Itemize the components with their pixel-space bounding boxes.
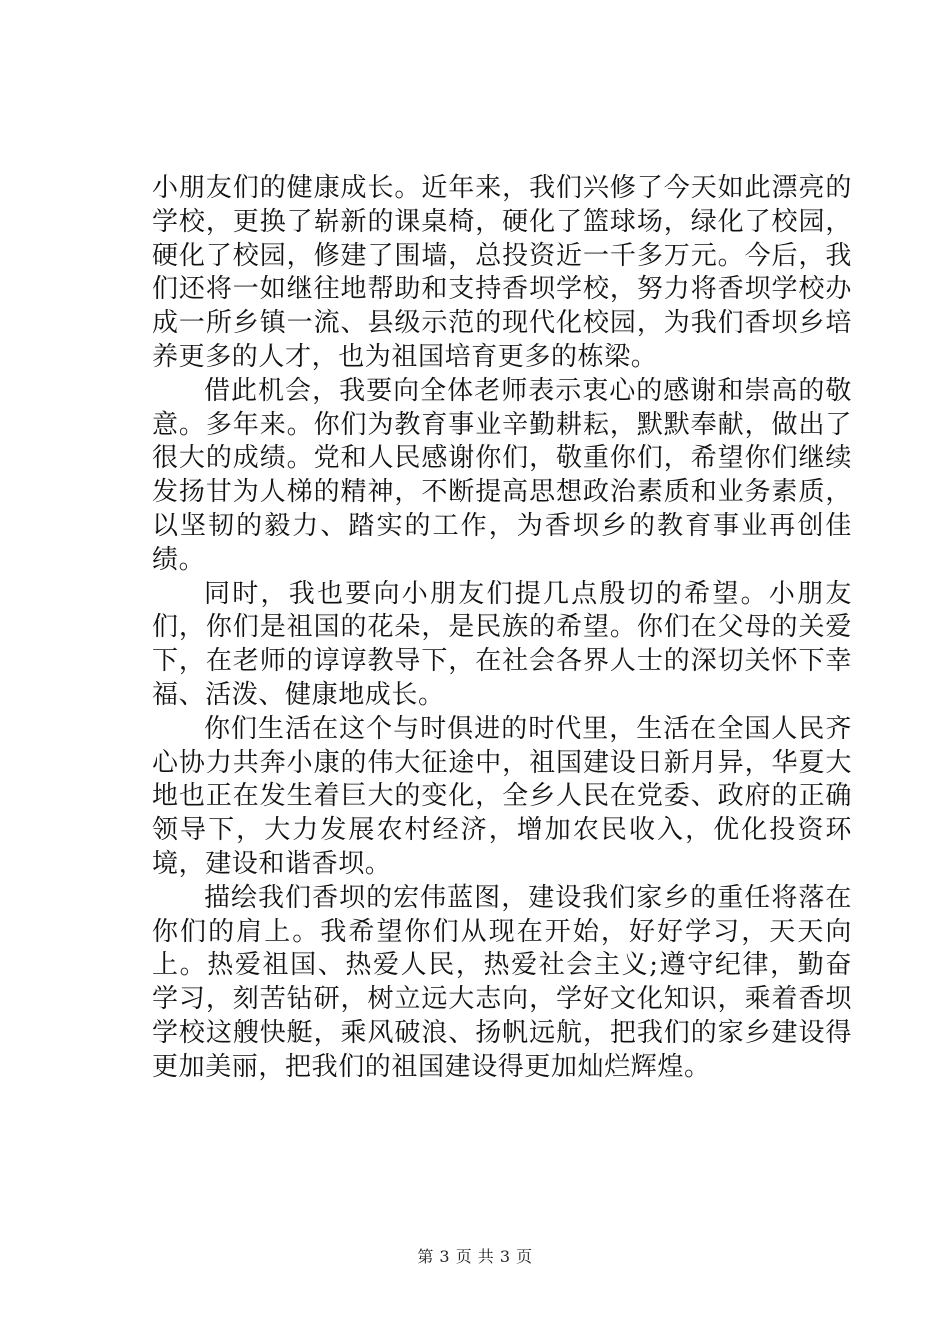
paragraph-4: 你们生活在这个与时俱进的时代里，生活在全国人民齐心协力共奔小康的伟大征途中，祖国建设日新月异，华夏大地也正在发生着巨大的变化，全乡人民在党委、政府的正确领导下，大力发展农村经济，增加农民收入，优化投资环境，建设和谐香坝。 — [152, 713, 852, 879]
paragraph-5: 描绘我们香坝的宏伟蓝图，建设我们家乡的重任将落在你们的肩上。我希望你们从现在开始，好好学习，天天向上。热爱祖国、热爱人民，热爱社会主义;遵守纪律，勤奋学习，刻苦钻研，树立远大志向，学好文化知识，乘着香坝学校这艘快艇，乘风破浪、扬帆远航，把我们的家乡建设得更加美丽，把我们的祖国建设得更加灿烂辉煌。 — [152, 882, 852, 1082]
paragraph-2: 借此机会，我要向全体老师表示衷心的感谢和崇高的敬意。多年来。你们为教育事业辛勤耕耘，默默奉献，做出了很大的成绩。党和人民感谢你们，敬重你们，希望你们继续发扬甘为人梯的精神，不断提高思想政治素质和业务素质，以坚韧的毅力、踏实的工作，为香坝乡的教育事业再创佳绩。 — [152, 375, 852, 575]
page-number-footer: 第 3 页 共 3 页 — [417, 1247, 533, 1266]
paragraph-3: 同时，我也要向小朋友们提几点殷切的希望。小朋友们，你们是祖国的花朵，是民族的希望。你们在父母的关爱下，在老师的谆谆教导下，在社会各界人士的深切关怀下幸福、活泼、健康地成长。 — [152, 578, 852, 710]
paragraph-1: 小朋友们的健康成长。近年来，我们兴修了今天如此漂亮的学校，更换了崭新的课桌椅，硬化了篮球场，绿化了校园，硬化了校园，修建了围墙，总投资近一千多万元。今后，我们还将一如继往地帮助和支持香坝学校，努力将香坝学校办成一所乡镇一流、县级示范的现代化校园，为我们香坝乡培养更多的人才，也为祖国培育更多的栋梁。 — [152, 173, 852, 372]
document-body — [152, 172, 852, 1085]
